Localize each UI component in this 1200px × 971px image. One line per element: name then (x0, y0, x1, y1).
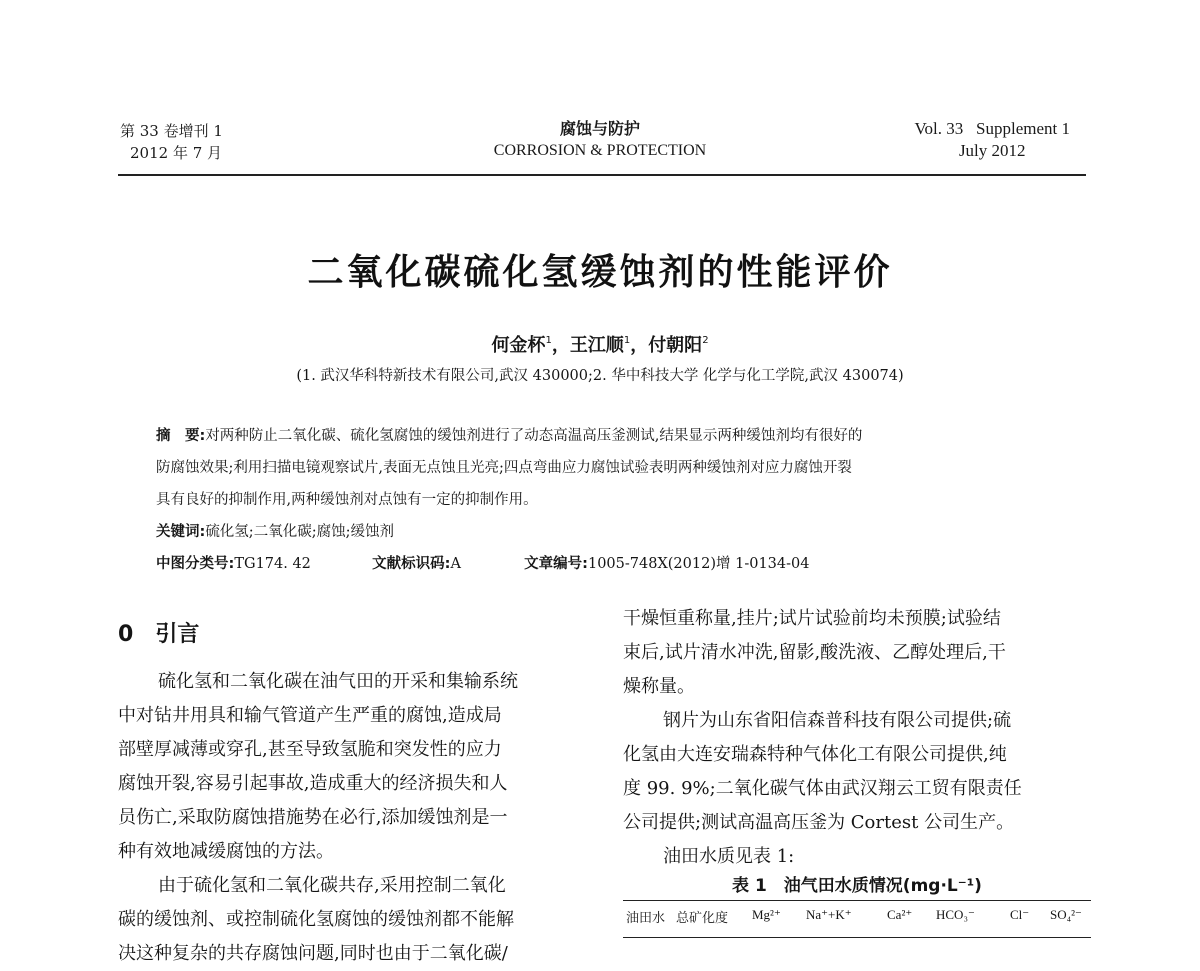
right-column (623, 602, 1091, 874)
table-header-cell: Ca²⁺ (887, 907, 913, 922)
doc-code-label: 文献标识码: (372, 556, 451, 572)
affiliation: (1. 武汉华科特新技术有限公司,武汉 430000;2. 华中科技大学 化学与化工学院,武汉 430074) (296, 368, 904, 384)
paragraph-line: 硫化氢和二氧化碳在油气田的开采和集输系统 (158, 671, 518, 692)
section-title: 引言 (155, 622, 200, 647)
paragraph-line: 燥称量。 (623, 676, 695, 697)
author-list (0, 331, 1200, 357)
paragraph-line: 部壁厚减薄或穿孔,甚至导致氢脆和突发性的应力 (118, 739, 502, 760)
author-separator: ， (551, 335, 570, 356)
paragraph-line: 腐蚀开裂,容易引起事故,造成重大的经济损失和人 (118, 773, 508, 794)
author-sup: 1 (545, 335, 552, 346)
journal-name-en: CORROSION & PROTECTION (493, 142, 707, 159)
section-number: 0 (118, 622, 134, 647)
paragraph-line: 钢片为山东省阳信森普科技有限公司提供;硫 (663, 710, 1012, 731)
clc-label: 中图分类号: (156, 556, 235, 572)
keywords: 硫化氢;二氧化碳;腐蚀;缓蚀剂 (205, 524, 394, 540)
paragraph-line: 碳的缓蚀剂、或控制硫化氢腐蚀的缓蚀剂都不能解 (118, 909, 514, 930)
header-left (120, 120, 223, 164)
date-en: July 2012 (958, 141, 1026, 160)
author: 付朝阳 (648, 335, 703, 356)
abstract-line: 防腐蚀效果;利用扫描电镜观察试片,表面无点蚀且光亮;四点弯曲应力腐蚀试验表明两种缓蚀剂对应力腐蚀开裂 (156, 460, 852, 476)
journal-name-cn: 腐蚀与防护 (559, 119, 640, 138)
table-header-cell: 油田水 (626, 910, 666, 925)
paragraph-line: 度 99. 9%;二氧化碳气体由武汉翔云工贸有限责任 (623, 778, 1022, 799)
author: 王江顺 (569, 335, 624, 356)
keywords-label: 关键词: (156, 524, 206, 540)
table-header-cell: HCO₃⁻ (936, 907, 975, 922)
paragraph-line: 种有效地减缓腐蚀的方法。 (118, 841, 334, 862)
volume-en: Vol. 33 Supplement 1 (914, 119, 1070, 138)
table-caption: 表 1 油气田水质情况(mg·L⁻¹) (732, 876, 982, 896)
abstract (156, 420, 1056, 580)
issue-date: 2012 年 7 月 (130, 144, 223, 162)
paragraph-line: 员伤亡,采取防腐蚀措施势在必行,添加缓蚀剂是一 (118, 807, 508, 828)
header-rule (118, 174, 1086, 176)
volume-issue: 第 33 卷增刊 1 (120, 122, 223, 140)
article-no-value: 1005-748X(2012)增 1-0134-04 (587, 556, 810, 572)
paragraph-line: 公司提供;测试高温高压釜为 Cortest 公司生产。 (623, 812, 1015, 833)
doc-code-value: A (450, 556, 461, 572)
journal-name (400, 118, 800, 162)
table-header-rule (623, 937, 1091, 938)
author-separator: ， (630, 335, 649, 356)
paragraph-line: 中对钻井用具和输气管道产生严重的腐蚀,造成局 (118, 705, 502, 726)
keywords-line (156, 516, 1056, 548)
table-header-cell: Cl⁻ (1010, 907, 1030, 922)
abstract-line: 具有良好的抑制作用,两种缓蚀剂对点蚀有一定的抑制作用。 (156, 492, 538, 508)
paragraph-line: 干燥恒重称量,挂片;试片试验前均未预膜;试验结 (623, 608, 1001, 629)
paragraph-line: 决这种复杂的共存腐蚀问题,同时也由于二氧化碳/ (118, 943, 508, 964)
table-header-cell: Na⁺+K⁺ (806, 907, 852, 922)
abstract-label: 摘 要: (156, 428, 206, 444)
author-sup: 1 (623, 335, 631, 346)
table-header-cell: 总矿化度 (676, 910, 729, 925)
abstract-line (156, 420, 1056, 452)
author-sup: 2 (702, 335, 709, 346)
article-no-label: 文章编号: (524, 556, 588, 572)
table-header-cell: SO₄²⁻ (1050, 907, 1082, 922)
abstract-text: 对两种防止二氧化碳、硫化氢腐蚀的缓蚀剂进行了动态高温高压釜测试,结果显示两种缓蚀剂均有很好的 (205, 428, 863, 444)
author: 何金杯 (491, 335, 546, 356)
clc-value: TG174. 42 (234, 556, 311, 572)
header-right (914, 118, 1070, 162)
classification-line (156, 548, 1056, 580)
paragraph-line: 化氢由大连安瑞森特种气体化工有限公司提供,纯 (623, 744, 1007, 765)
paragraph-line: 油田水质见表 1: (663, 846, 795, 867)
section-heading (118, 617, 199, 648)
paper-title: 二氧化碳硫化氢缓蚀剂的性能评价 (307, 252, 893, 293)
table-top-rule (623, 900, 1091, 901)
table-header-cell: Mg²⁺ (752, 907, 781, 922)
paragraph-line: 束后,试片清水冲洗,留影,酸洗液、乙醇处理后,干 (623, 642, 1006, 663)
paragraph-line: 由于硫化氢和二氧化碳共存,采用控制二氧化 (158, 875, 506, 896)
left-column (118, 665, 586, 971)
